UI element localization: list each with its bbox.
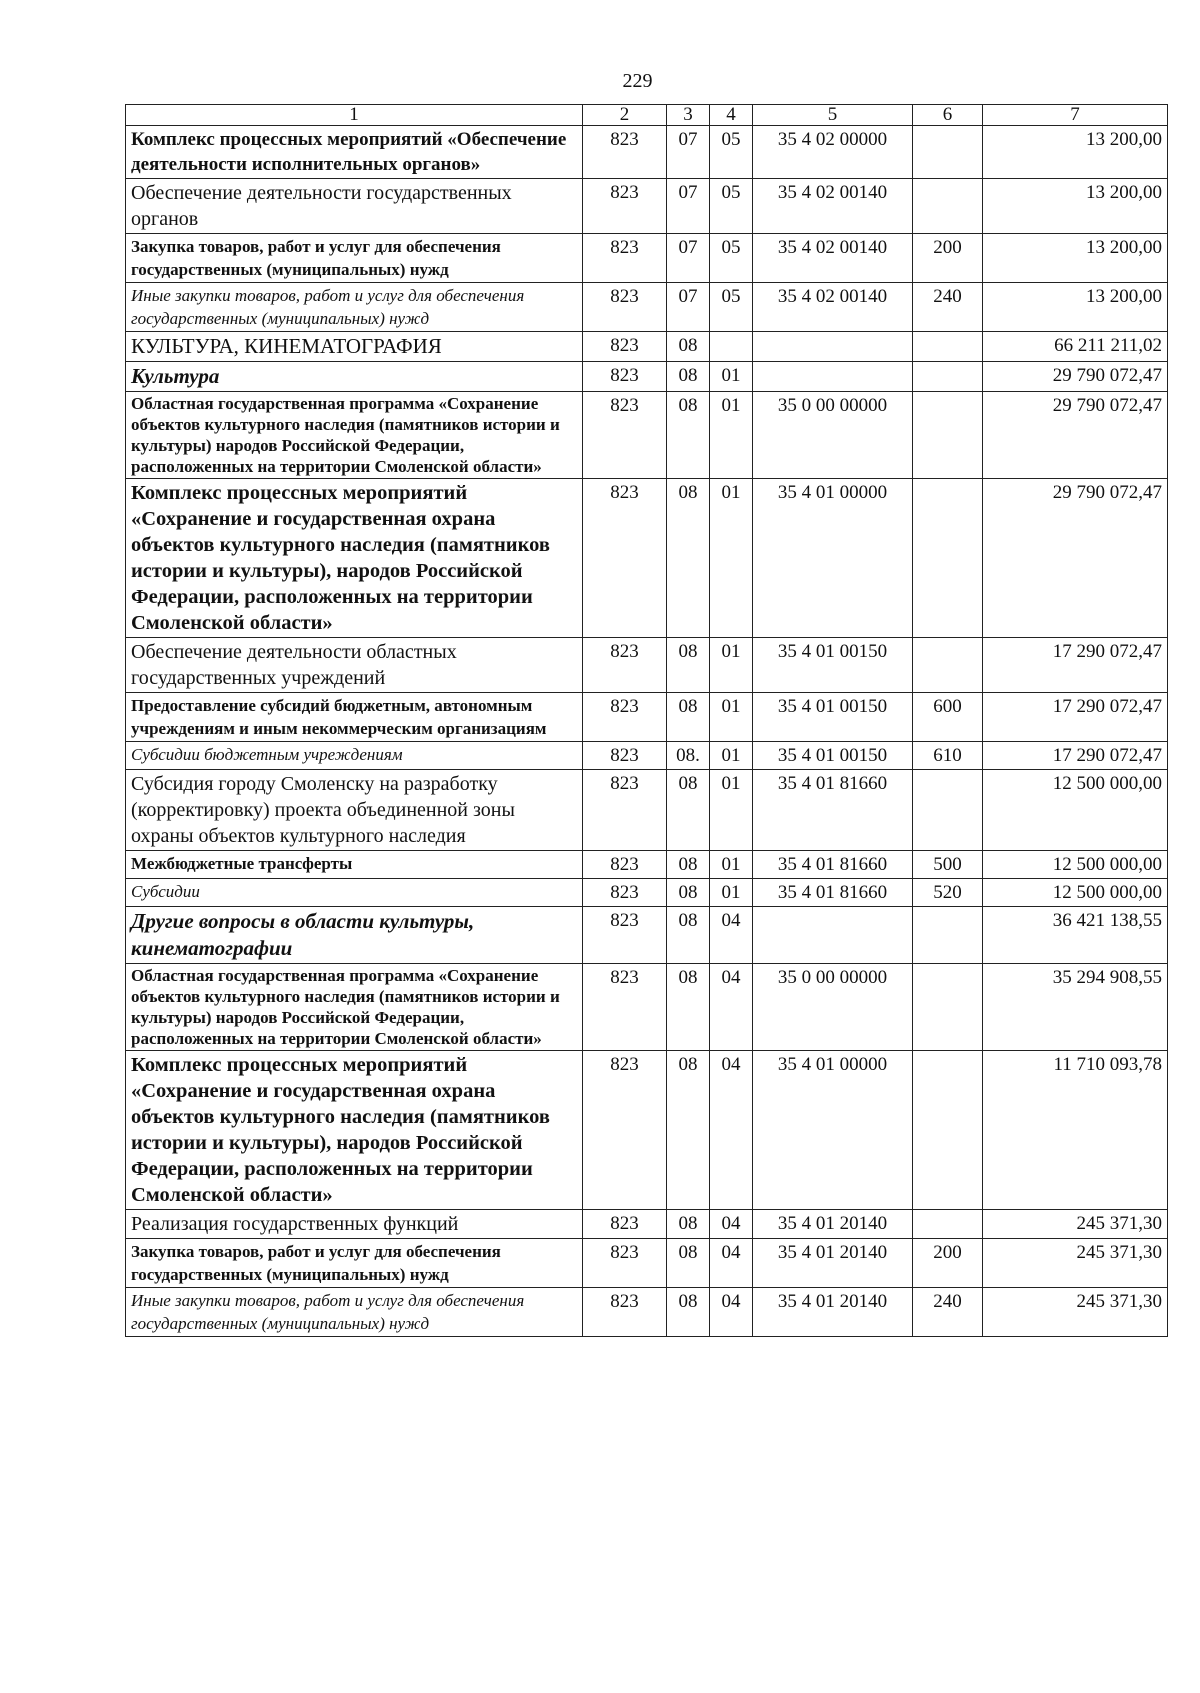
row-section-cell: 08 bbox=[667, 332, 710, 362]
row-code-cell: 823 bbox=[583, 234, 667, 283]
row-code-cell: 823 bbox=[583, 879, 667, 907]
row-expense-type-cell bbox=[913, 964, 983, 1051]
table-row bbox=[126, 332, 1168, 362]
row-expense-type-cell bbox=[913, 907, 983, 964]
row-subsection-cell: 01 bbox=[710, 770, 753, 851]
row-name-cell: Обеспечение деятельности областных государственных учреждений bbox=[126, 638, 583, 693]
row-section-cell: 07 bbox=[667, 179, 710, 234]
row-code-cell: 823 bbox=[583, 283, 667, 332]
row-code-cell: 823 bbox=[583, 742, 667, 770]
row-target-article-cell: 35 4 02 00140 bbox=[753, 234, 913, 283]
row-section-cell: 08 bbox=[667, 1210, 710, 1239]
row-section-cell: 08 bbox=[667, 907, 710, 964]
table-row bbox=[126, 851, 1168, 879]
row-expense-type-cell bbox=[913, 179, 983, 234]
row-subsection-cell: 04 bbox=[710, 964, 753, 1051]
row-name-cell: Закупка товаров, работ и услуг для обеспечения государственных (муниципальных) нужд bbox=[126, 234, 583, 283]
row-name-cell: КУЛЬТУРА, КИНЕМАТОГРАФИЯ bbox=[126, 332, 583, 362]
row-name-cell: Субсидии бюджетным учреждениям bbox=[126, 742, 583, 770]
row-section-cell: 08 bbox=[667, 1288, 710, 1337]
row-name-cell: Культура bbox=[126, 362, 583, 392]
row-target-article-cell: 35 4 01 81660 bbox=[753, 879, 913, 907]
row-subsection-cell: 01 bbox=[710, 392, 753, 479]
row-expense-type-cell bbox=[913, 770, 983, 851]
row-section-cell: 08 bbox=[667, 479, 710, 638]
row-name-cell: Иные закупки товаров, работ и услуг для обеспечения государственных (муниципальных) нужд bbox=[126, 1288, 583, 1337]
table-row bbox=[126, 964, 1168, 1051]
row-target-article-cell: 35 4 02 00140 bbox=[753, 179, 913, 234]
row-code-cell: 823 bbox=[583, 770, 667, 851]
row-target-article-cell: 35 4 01 00000 bbox=[753, 1051, 913, 1210]
table-row bbox=[126, 479, 1168, 638]
row-target-article-cell: 35 4 01 81660 bbox=[753, 851, 913, 879]
row-code-cell: 823 bbox=[583, 1288, 667, 1337]
table-row bbox=[126, 879, 1168, 907]
row-target-article-cell: 35 4 01 00150 bbox=[753, 693, 913, 742]
row-target-article-cell: 35 4 01 00000 bbox=[753, 479, 913, 638]
row-amount-cell: 11 710 093,78 bbox=[983, 1051, 1168, 1210]
row-target-article-cell: 35 0 00 00000 bbox=[753, 964, 913, 1051]
row-expense-type-cell: 520 bbox=[913, 879, 983, 907]
row-target-article-cell bbox=[753, 907, 913, 964]
row-section-cell: 08 bbox=[667, 693, 710, 742]
row-code-cell: 823 bbox=[583, 392, 667, 479]
table-row bbox=[126, 362, 1168, 392]
row-subsection-cell: 04 bbox=[710, 1239, 753, 1288]
row-name-cell: Областная государственная программа «Сохранение объектов культурного наследия (памятников истории и культуры) народов Российской Федерации, расположенных на территории Смоленской области» bbox=[126, 964, 583, 1051]
row-code-cell: 823 bbox=[583, 362, 667, 392]
row-subsection-cell: 04 bbox=[710, 1210, 753, 1239]
table-row bbox=[126, 179, 1168, 234]
row-amount-cell: 12 500 000,00 bbox=[983, 879, 1168, 907]
header-cell-4: 4 bbox=[710, 105, 753, 126]
row-expense-type-cell bbox=[913, 479, 983, 638]
row-expense-type-cell: 240 bbox=[913, 283, 983, 332]
row-amount-cell: 36 421 138,55 bbox=[983, 907, 1168, 964]
row-subsection-cell: 05 bbox=[710, 179, 753, 234]
row-amount-cell: 13 200,00 bbox=[983, 179, 1168, 234]
row-name-cell: Субсидия городу Смоленску на разработку (корректировку) проекта объединенной зоны охраны объектов культурного наследия bbox=[126, 770, 583, 851]
table-row bbox=[126, 1288, 1168, 1337]
row-name-cell: Комплекс процессных мероприятий «Обеспечение деятельности исполнительных органов» bbox=[126, 126, 583, 179]
table-row bbox=[126, 770, 1168, 851]
row-expense-type-cell: 200 bbox=[913, 234, 983, 283]
row-name-cell: Субсидии bbox=[126, 879, 583, 907]
row-target-article-cell: 35 4 01 20140 bbox=[753, 1210, 913, 1239]
row-section-cell: 07 bbox=[667, 234, 710, 283]
row-code-cell: 823 bbox=[583, 964, 667, 1051]
row-expense-type-cell: 240 bbox=[913, 1288, 983, 1337]
header-cell-6: 6 bbox=[913, 105, 983, 126]
row-section-cell: 08 bbox=[667, 362, 710, 392]
row-code-cell: 823 bbox=[583, 179, 667, 234]
row-name-cell: Другие вопросы в области культуры, кинематографии bbox=[126, 907, 583, 964]
row-expense-type-cell bbox=[913, 332, 983, 362]
table-row bbox=[126, 742, 1168, 770]
row-expense-type-cell bbox=[913, 126, 983, 179]
table-row bbox=[126, 392, 1168, 479]
row-name-cell: Комплекс процессных мероприятий «Сохранение и государственная охрана объектов культурного наследия (памятников истории и культуры), народов Российской Федерации, расположенных на территории Смоленской области» bbox=[126, 1051, 583, 1210]
header-cell-1: 1 bbox=[126, 105, 583, 126]
row-section-cell: 08 bbox=[667, 1239, 710, 1288]
row-section-cell: 08. bbox=[667, 742, 710, 770]
row-target-article-cell: 35 4 02 00000 bbox=[753, 126, 913, 179]
row-target-article-cell: 35 4 02 00140 bbox=[753, 283, 913, 332]
row-code-cell: 823 bbox=[583, 638, 667, 693]
header-cell-5: 5 bbox=[753, 105, 913, 126]
table-row bbox=[126, 234, 1168, 283]
row-subsection-cell: 05 bbox=[710, 283, 753, 332]
table-row bbox=[126, 1210, 1168, 1239]
row-section-cell: 08 bbox=[667, 964, 710, 1051]
row-expense-type-cell: 610 bbox=[913, 742, 983, 770]
table-row bbox=[126, 638, 1168, 693]
row-amount-cell: 13 200,00 bbox=[983, 234, 1168, 283]
row-subsection-cell: 01 bbox=[710, 693, 753, 742]
row-code-cell: 823 bbox=[583, 907, 667, 964]
row-subsection-cell: 05 bbox=[710, 126, 753, 179]
header-row bbox=[126, 105, 1168, 126]
table-row bbox=[126, 1239, 1168, 1288]
row-code-cell: 823 bbox=[583, 1210, 667, 1239]
row-amount-cell: 17 290 072,47 bbox=[983, 638, 1168, 693]
row-subsection-cell: 04 bbox=[710, 1051, 753, 1210]
table-row bbox=[126, 1051, 1168, 1210]
row-amount-cell: 12 500 000,00 bbox=[983, 770, 1168, 851]
row-subsection-cell bbox=[710, 332, 753, 362]
page-number: 229 bbox=[622, 70, 653, 92]
row-target-article-cell: 35 4 01 20140 bbox=[753, 1288, 913, 1337]
row-name-cell: Комплекс процессных мероприятий «Сохранение и государственная охрана объектов культурного наследия (памятников истории и культуры), народов Российской Федерации, расположенных на территории Смоленской области» bbox=[126, 479, 583, 638]
row-name-cell: Обеспечение деятельности государственных органов bbox=[126, 179, 583, 234]
row-code-cell: 823 bbox=[583, 851, 667, 879]
row-expense-type-cell bbox=[913, 1051, 983, 1210]
row-target-article-cell: 35 4 01 20140 bbox=[753, 1239, 913, 1288]
row-amount-cell: 17 290 072,47 bbox=[983, 693, 1168, 742]
row-target-article-cell: 35 4 01 81660 bbox=[753, 770, 913, 851]
row-subsection-cell: 01 bbox=[710, 479, 753, 638]
row-subsection-cell: 05 bbox=[710, 234, 753, 283]
row-code-cell: 823 bbox=[583, 126, 667, 179]
header-cell-3: 3 bbox=[667, 105, 710, 126]
row-name-cell: Межбюджетные трансферты bbox=[126, 851, 583, 879]
budget-table bbox=[125, 104, 1168, 1337]
header-cell-2: 2 bbox=[583, 105, 667, 126]
row-subsection-cell: 04 bbox=[710, 907, 753, 964]
row-name-cell: Предоставление субсидий бюджетным, автономным учреждениям и иным некоммерческим организациям bbox=[126, 693, 583, 742]
row-amount-cell: 29 790 072,47 bbox=[983, 362, 1168, 392]
row-code-cell: 823 bbox=[583, 693, 667, 742]
row-subsection-cell: 01 bbox=[710, 362, 753, 392]
row-target-article-cell: 35 4 01 00150 bbox=[753, 742, 913, 770]
row-expense-type-cell: 600 bbox=[913, 693, 983, 742]
row-section-cell: 08 bbox=[667, 879, 710, 907]
row-code-cell: 823 bbox=[583, 332, 667, 362]
row-amount-cell: 29 790 072,47 bbox=[983, 392, 1168, 479]
row-amount-cell: 13 200,00 bbox=[983, 126, 1168, 179]
row-amount-cell: 29 790 072,47 bbox=[983, 479, 1168, 638]
row-subsection-cell: 01 bbox=[710, 879, 753, 907]
row-expense-type-cell: 500 bbox=[913, 851, 983, 879]
table-row bbox=[126, 693, 1168, 742]
row-section-cell: 08 bbox=[667, 770, 710, 851]
row-expense-type-cell bbox=[913, 362, 983, 392]
row-section-cell: 08 bbox=[667, 392, 710, 479]
table-row bbox=[126, 283, 1168, 332]
row-expense-type-cell bbox=[913, 638, 983, 693]
row-section-cell: 08 bbox=[667, 638, 710, 693]
header-cell-7: 7 bbox=[983, 105, 1168, 126]
row-amount-cell: 35 294 908,55 bbox=[983, 964, 1168, 1051]
row-expense-type-cell bbox=[913, 392, 983, 479]
row-target-article-cell bbox=[753, 362, 913, 392]
row-target-article-cell bbox=[753, 332, 913, 362]
row-section-cell: 07 bbox=[667, 126, 710, 179]
row-subsection-cell: 01 bbox=[710, 638, 753, 693]
table-row bbox=[126, 907, 1168, 964]
row-name-cell: Областная государственная программа «Сохранение объектов культурного наследия (памятников истории и культуры) народов Российской Федерации, расположенных на территории Смоленской области» bbox=[126, 392, 583, 479]
row-amount-cell: 245 371,30 bbox=[983, 1288, 1168, 1337]
row-target-article-cell: 35 4 01 00150 bbox=[753, 638, 913, 693]
row-subsection-cell: 01 bbox=[710, 742, 753, 770]
row-section-cell: 08 bbox=[667, 851, 710, 879]
row-amount-cell: 245 371,30 bbox=[983, 1239, 1168, 1288]
row-target-article-cell: 35 0 00 00000 bbox=[753, 392, 913, 479]
row-amount-cell: 13 200,00 bbox=[983, 283, 1168, 332]
row-amount-cell: 245 371,30 bbox=[983, 1210, 1168, 1239]
row-name-cell: Иные закупки товаров, работ и услуг для обеспечения государственных (муниципальных) нужд bbox=[126, 283, 583, 332]
row-name-cell: Закупка товаров, работ и услуг для обеспечения государственных (муниципальных) нужд bbox=[126, 1239, 583, 1288]
row-name-cell: Реализация государственных функций bbox=[126, 1210, 583, 1239]
row-code-cell: 823 bbox=[583, 1051, 667, 1210]
row-subsection-cell: 01 bbox=[710, 851, 753, 879]
row-amount-cell: 12 500 000,00 bbox=[983, 851, 1168, 879]
row-code-cell: 823 bbox=[583, 479, 667, 638]
row-section-cell: 07 bbox=[667, 283, 710, 332]
row-expense-type-cell bbox=[913, 1210, 983, 1239]
row-amount-cell: 66 211 211,02 bbox=[983, 332, 1168, 362]
row-code-cell: 823 bbox=[583, 1239, 667, 1288]
row-section-cell: 08 bbox=[667, 1051, 710, 1210]
row-amount-cell: 17 290 072,47 bbox=[983, 742, 1168, 770]
row-expense-type-cell: 200 bbox=[913, 1239, 983, 1288]
row-subsection-cell: 04 bbox=[710, 1288, 753, 1337]
table-row bbox=[126, 126, 1168, 179]
